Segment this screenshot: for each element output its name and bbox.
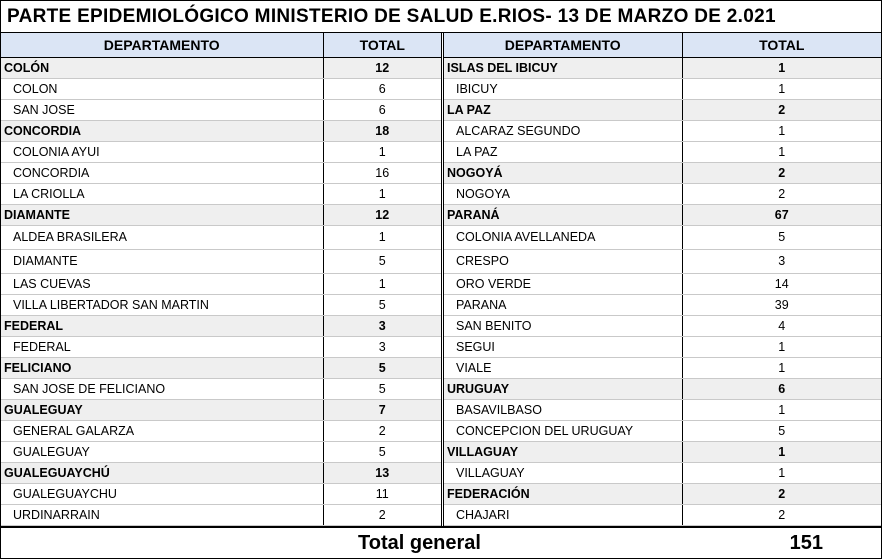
locality-row <box>444 295 881 316</box>
locality-row <box>1 379 441 400</box>
department-name: FEDERACIÓN <box>444 484 682 505</box>
department-name: ISLAS DEL IBICUY <box>444 58 682 79</box>
locality-total: 1 <box>682 142 881 163</box>
locality-name: CRESPO <box>444 250 682 274</box>
department-total: 18 <box>323 121 441 142</box>
department-total: 67 <box>682 205 881 226</box>
locality-total: 5 <box>323 442 441 463</box>
department-total: 7 <box>323 400 441 421</box>
total-column-header: TOTAL <box>682 33 881 58</box>
locality-total: 3 <box>323 337 441 358</box>
department-name: CONCORDIA <box>1 121 323 142</box>
locality-total: 1 <box>323 184 441 205</box>
department-total: 13 <box>323 463 441 484</box>
left-table-panel <box>1 33 441 526</box>
department-total: 6 <box>682 379 881 400</box>
locality-total: 2 <box>682 184 881 205</box>
locality-row <box>444 274 881 295</box>
department-total: 12 <box>323 58 441 79</box>
department-row <box>1 58 441 79</box>
locality-row <box>1 421 441 442</box>
locality-row <box>1 163 441 184</box>
locality-row <box>444 142 881 163</box>
locality-row <box>444 505 881 526</box>
locality-name: COLONIA AVELLANEDA <box>444 226 682 250</box>
locality-name: GUALEGUAY <box>1 442 323 463</box>
locality-name: BASAVILBASO <box>444 400 682 421</box>
tables-container <box>1 33 881 526</box>
locality-row <box>444 79 881 100</box>
total-general-row <box>1 526 881 558</box>
total-general-value: 151 <box>789 532 823 554</box>
locality-name: COLONIA AYUI <box>1 142 323 163</box>
locality-name: URDINARRAIN <box>1 505 323 526</box>
total-general-label: Total general <box>358 532 481 554</box>
locality-name: SAN JOSE <box>1 100 323 121</box>
locality-name: SAN JOSE DE FELICIANO <box>1 379 323 400</box>
locality-total: 6 <box>323 79 441 100</box>
department-total: 2 <box>682 484 881 505</box>
locality-name: FEDERAL <box>1 337 323 358</box>
locality-row <box>444 358 881 379</box>
right-table-panel <box>441 33 881 526</box>
locality-row <box>1 79 441 100</box>
department-name: LA PAZ <box>444 100 682 121</box>
department-name: PARANÁ <box>444 205 682 226</box>
locality-name: ORO VERDE <box>444 274 682 295</box>
page-title: PARTE EPIDEMIOLÓGICO MINISTERIO DE SALUD E.RIOS- 13 DE MARZO DE 2.021 <box>1 1 881 33</box>
department-row <box>444 100 881 121</box>
locality-total: 4 <box>682 316 881 337</box>
left-table-body <box>1 58 441 526</box>
locality-row <box>1 295 441 316</box>
locality-total: 14 <box>682 274 881 295</box>
locality-total: 3 <box>682 250 881 274</box>
locality-row <box>1 100 441 121</box>
locality-row <box>444 463 881 484</box>
department-name: VILLAGUAY <box>444 442 682 463</box>
locality-row <box>444 421 881 442</box>
locality-row <box>444 316 881 337</box>
locality-row <box>1 142 441 163</box>
department-total: 5 <box>323 358 441 379</box>
department-total: 12 <box>323 205 441 226</box>
department-row <box>444 484 881 505</box>
department-name: GUALEGUAY <box>1 400 323 421</box>
locality-total: 2 <box>682 505 881 526</box>
department-name: URUGUAY <box>444 379 682 400</box>
locality-row <box>444 337 881 358</box>
locality-row <box>1 484 441 505</box>
locality-name: CHAJARI <box>444 505 682 526</box>
department-total: 3 <box>323 316 441 337</box>
locality-row <box>1 250 441 274</box>
locality-row <box>1 442 441 463</box>
locality-name: VILLA LIBERTADOR SAN MARTIN <box>1 295 323 316</box>
department-total: 1 <box>682 442 881 463</box>
locality-total: 5 <box>323 295 441 316</box>
locality-row <box>444 400 881 421</box>
locality-total: 1 <box>682 337 881 358</box>
department-row <box>1 400 441 421</box>
locality-name: LA CRIOLLA <box>1 184 323 205</box>
locality-name: ALCARAZ SEGUNDO <box>444 121 682 142</box>
locality-total: 5 <box>323 379 441 400</box>
department-name: GUALEGUAYCHÚ <box>1 463 323 484</box>
locality-total: 5 <box>323 250 441 274</box>
locality-total: 1 <box>682 358 881 379</box>
department-total: 2 <box>682 163 881 184</box>
locality-row <box>444 121 881 142</box>
locality-name: ALDEA BRASILERA <box>1 226 323 250</box>
locality-total: 5 <box>682 421 881 442</box>
department-row <box>1 316 441 337</box>
department-column-header: DEPARTAMENTO <box>444 33 682 58</box>
right-header-row <box>444 33 881 58</box>
locality-total: 1 <box>682 463 881 484</box>
locality-name: SAN BENITO <box>444 316 682 337</box>
locality-name: IBICUY <box>444 79 682 100</box>
locality-total: 1 <box>323 274 441 295</box>
locality-total: 6 <box>323 100 441 121</box>
department-column-header: DEPARTAMENTO <box>1 33 323 58</box>
locality-row <box>1 184 441 205</box>
locality-name: NOGOYA <box>444 184 682 205</box>
department-row <box>444 442 881 463</box>
locality-row <box>444 184 881 205</box>
locality-total: 5 <box>682 226 881 250</box>
department-name: COLÓN <box>1 58 323 79</box>
department-row <box>1 121 441 142</box>
locality-name: VILLAGUAY <box>444 463 682 484</box>
locality-name: LAS CUEVAS <box>1 274 323 295</box>
locality-total: 2 <box>323 505 441 526</box>
department-total: 2 <box>682 100 881 121</box>
locality-name: LA PAZ <box>444 142 682 163</box>
locality-row <box>444 226 881 250</box>
locality-total: 16 <box>323 163 441 184</box>
locality-name: PARANA <box>444 295 682 316</box>
left-header-row <box>1 33 441 58</box>
department-row <box>1 205 441 226</box>
locality-name: SEGUI <box>444 337 682 358</box>
total-column-header: TOTAL <box>323 33 441 58</box>
department-row <box>444 163 881 184</box>
department-name: FEDERAL <box>1 316 323 337</box>
locality-name: COLON <box>1 79 323 100</box>
locality-name: VIALE <box>444 358 682 379</box>
locality-name: GENERAL GALARZA <box>1 421 323 442</box>
left-table <box>1 33 441 526</box>
department-row <box>1 358 441 379</box>
locality-row <box>444 250 881 274</box>
department-name: FELICIANO <box>1 358 323 379</box>
locality-row <box>1 505 441 526</box>
locality-name: CONCEPCION DEL URUGUAY <box>444 421 682 442</box>
right-table-body <box>444 58 881 526</box>
locality-total: 1 <box>323 226 441 250</box>
locality-total: 2 <box>323 421 441 442</box>
locality-total: 1 <box>682 79 881 100</box>
department-row <box>1 463 441 484</box>
locality-row <box>1 274 441 295</box>
department-row <box>444 58 881 79</box>
locality-row <box>1 337 441 358</box>
department-name: NOGOYÁ <box>444 163 682 184</box>
locality-row <box>1 226 441 250</box>
locality-name: CONCORDIA <box>1 163 323 184</box>
department-name: DIAMANTE <box>1 205 323 226</box>
locality-name: DIAMANTE <box>1 250 323 274</box>
locality-total: 39 <box>682 295 881 316</box>
locality-total: 1 <box>682 121 881 142</box>
department-total: 1 <box>682 58 881 79</box>
department-row <box>444 205 881 226</box>
locality-total: 1 <box>682 400 881 421</box>
right-table <box>444 33 881 526</box>
locality-total: 11 <box>323 484 441 505</box>
locality-total: 1 <box>323 142 441 163</box>
locality-name: GUALEGUAYCHU <box>1 484 323 505</box>
department-row <box>444 379 881 400</box>
